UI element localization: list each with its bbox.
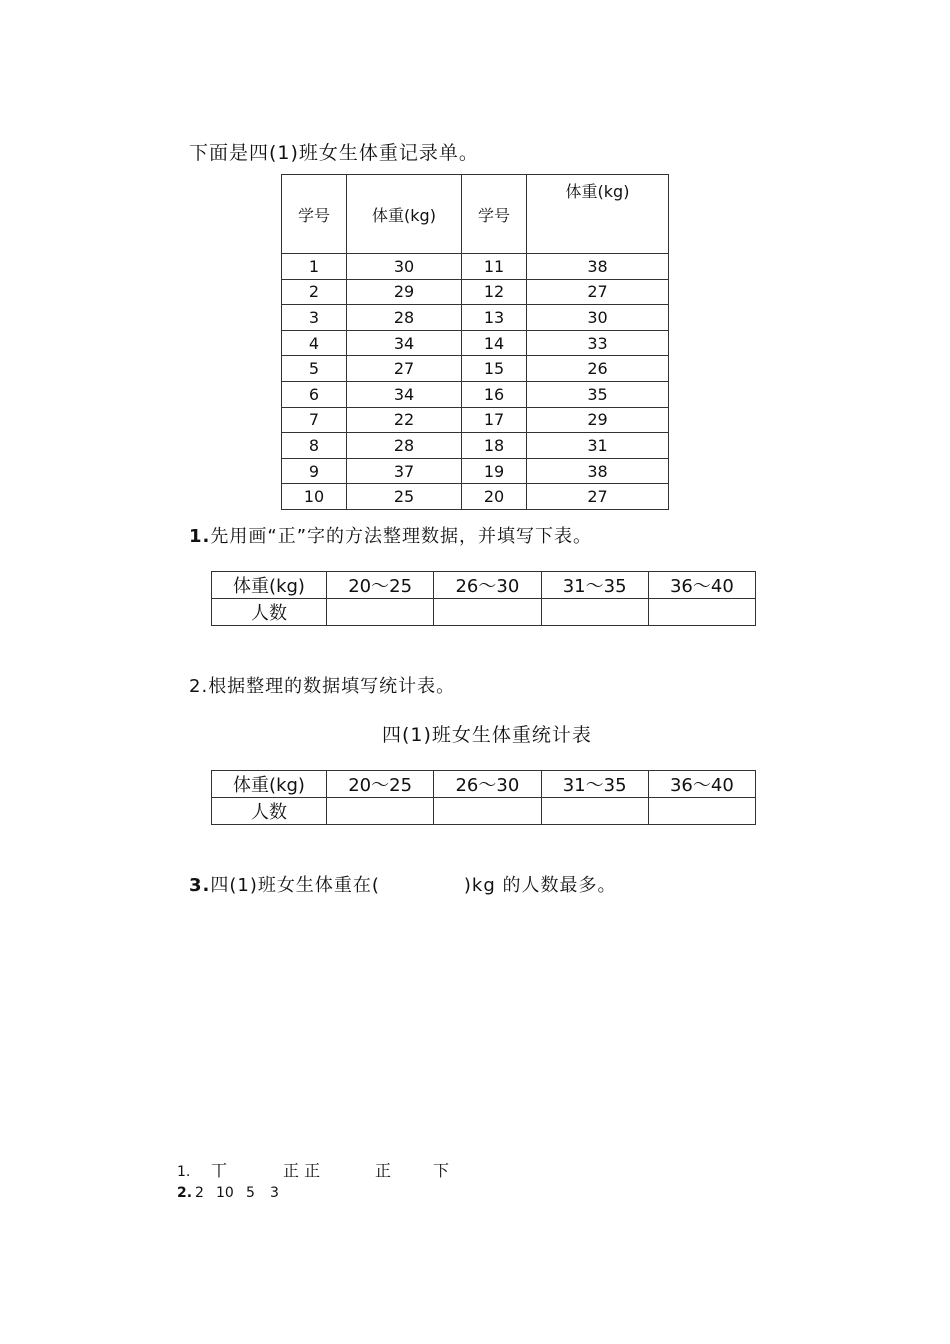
tally-header-cell: 26～30 xyxy=(434,572,541,599)
weight-cell: 30 xyxy=(527,305,669,331)
student-id-cell: 19 xyxy=(462,458,527,484)
stat-header-row xyxy=(212,771,756,798)
stat-input-cell[interactable] xyxy=(541,798,648,825)
answer-number: 2. xyxy=(177,1185,193,1201)
student-id-cell: 17 xyxy=(462,407,527,433)
answer-item: 丅 xyxy=(211,1161,228,1180)
student-id-cell: 4 xyxy=(282,330,347,356)
student-id-cell: 16 xyxy=(462,381,527,407)
stat-header-cell: 26～30 xyxy=(434,771,541,798)
tally-header-cell: 20～25 xyxy=(327,572,434,599)
student-id-cell: 6 xyxy=(282,381,347,407)
table-row xyxy=(282,254,669,280)
weight-cell: 27 xyxy=(527,484,669,510)
weight-cell: 28 xyxy=(347,433,462,459)
stat-row-label: 人数 xyxy=(212,798,327,825)
student-id-cell: 3 xyxy=(282,305,347,331)
question-1 xyxy=(189,522,592,548)
weight-cell: 28 xyxy=(347,305,462,331)
stat-input-cell[interactable] xyxy=(327,798,434,825)
weight-cell: 22 xyxy=(347,407,462,433)
table-row xyxy=(282,279,669,305)
stat-table xyxy=(211,770,756,825)
student-id-cell: 9 xyxy=(282,458,347,484)
student-id-cell: 8 xyxy=(282,433,347,459)
stat-header-cell: 31～35 xyxy=(541,771,648,798)
question-text: 先用画“正”字的方法整理数据，并填写下表。 xyxy=(210,526,593,547)
tally-count-row xyxy=(212,599,756,626)
weight-cell: 27 xyxy=(347,356,462,382)
weight-cell: 37 xyxy=(347,458,462,484)
question-number: 3. xyxy=(189,875,211,896)
weight-cell: 25 xyxy=(347,484,462,510)
question-text: )kg 的人数最多。 xyxy=(463,875,617,896)
stat-input-cell[interactable] xyxy=(434,798,541,825)
weight-cell: 38 xyxy=(527,458,669,484)
student-id-cell: 1 xyxy=(282,254,347,280)
student-id-cell: 18 xyxy=(462,433,527,459)
tally-input-cell[interactable] xyxy=(327,599,434,626)
table-row xyxy=(282,330,669,356)
question-number: 2. xyxy=(189,676,209,697)
answer-item: 2 xyxy=(195,1185,204,1201)
tally-input-cell[interactable] xyxy=(434,599,541,626)
weight-cell: 34 xyxy=(347,381,462,407)
stat-count-row xyxy=(212,798,756,825)
weight-cell: 34 xyxy=(347,330,462,356)
weight-record-table xyxy=(281,174,669,510)
tally-row-label: 人数 xyxy=(212,599,327,626)
student-id-cell: 2 xyxy=(282,279,347,305)
header-cell: 体重(kg) xyxy=(347,175,462,254)
weight-cell: 30 xyxy=(347,254,462,280)
tally-header-cell: 36～40 xyxy=(648,572,755,599)
question-number: 1. xyxy=(189,526,211,547)
weight-cell: 33 xyxy=(527,330,669,356)
header-cell: 体重(kg) xyxy=(527,175,669,254)
stat-header-cell: 体重(kg) xyxy=(212,771,327,798)
stat-header-cell: 36～40 xyxy=(648,771,755,798)
student-id-cell: 5 xyxy=(282,356,347,382)
student-id-cell: 13 xyxy=(462,305,527,331)
tally-table xyxy=(211,571,756,626)
tally-header-cell: 31～35 xyxy=(541,572,648,599)
answer-item: 5 xyxy=(246,1185,255,1201)
stat-header-cell: 20～25 xyxy=(327,771,434,798)
student-id-cell: 10 xyxy=(282,484,347,510)
weight-cell: 26 xyxy=(527,356,669,382)
question-2 xyxy=(189,672,455,698)
table-row xyxy=(282,356,669,382)
answer-item: 10 xyxy=(216,1185,234,1201)
student-id-cell: 20 xyxy=(462,484,527,510)
table-body xyxy=(282,254,669,510)
table-row xyxy=(282,433,669,459)
student-id-cell: 11 xyxy=(462,254,527,280)
intro-text: 下面是四(1)班女生体重记录单。 xyxy=(189,142,479,164)
answer-item: 正 xyxy=(375,1161,392,1180)
student-id-cell: 14 xyxy=(462,330,527,356)
answer-item: 3 xyxy=(270,1185,279,1201)
stat-input-cell[interactable] xyxy=(648,798,755,825)
table-row xyxy=(282,305,669,331)
stat-table-title: 四(1)班女生体重统计表 xyxy=(382,724,592,746)
weight-cell: 29 xyxy=(527,407,669,433)
header-cell: 学号 xyxy=(282,175,347,254)
header-cell: 学号 xyxy=(462,175,527,254)
weight-cell: 27 xyxy=(527,279,669,305)
weight-cell: 35 xyxy=(527,381,669,407)
answer-number: 1. xyxy=(177,1164,191,1180)
table-row xyxy=(282,458,669,484)
question-text: 四(1)班女生体重在( xyxy=(210,875,380,896)
question-3 xyxy=(189,871,617,897)
tally-header-cell: 体重(kg) xyxy=(212,572,327,599)
tally-input-cell[interactable] xyxy=(648,599,755,626)
table-row xyxy=(282,381,669,407)
table-header-row xyxy=(282,175,669,254)
answer-line-1 xyxy=(177,1158,449,1181)
weight-cell: 38 xyxy=(527,254,669,280)
weight-cell: 31 xyxy=(527,433,669,459)
student-id-cell: 12 xyxy=(462,279,527,305)
table-row xyxy=(282,407,669,433)
question-text: 根据整理的数据填写统计表。 xyxy=(208,676,456,697)
tally-header-row xyxy=(212,572,756,599)
answer-item: 正 正 xyxy=(283,1161,321,1180)
tally-input-cell[interactable] xyxy=(541,599,648,626)
answer-item: 下 xyxy=(433,1161,450,1180)
student-id-cell: 7 xyxy=(282,407,347,433)
weight-cell: 29 xyxy=(347,279,462,305)
student-id-cell: 15 xyxy=(462,356,527,382)
answer-line-2 xyxy=(177,1185,279,1201)
table-row xyxy=(282,484,669,510)
